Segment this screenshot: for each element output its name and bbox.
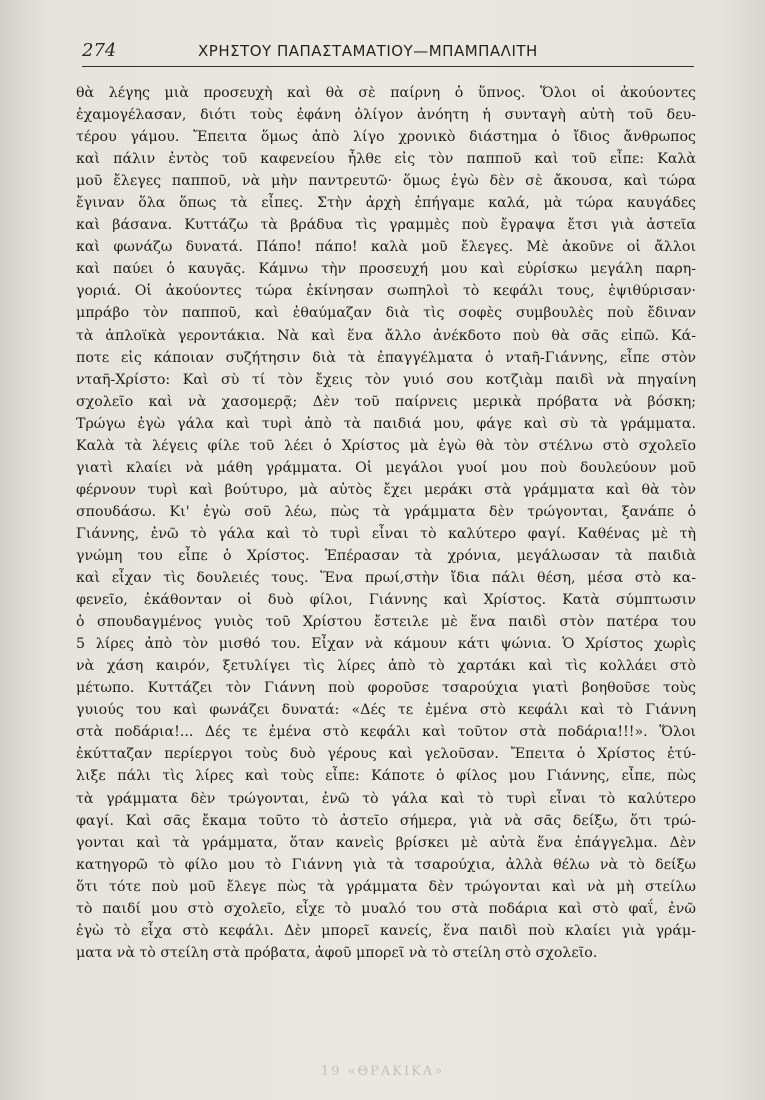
page-header bbox=[82, 36, 694, 66]
text-line: γονται καὶ τὰ γράμματα, ὅταν κανεὶς βρίσκει μὲ αὐτὰ ἕνα ἐπάγγελμα. Δὲν bbox=[76, 834, 696, 851]
text-line: μπράβο τὸν παπποῦ, καὶ ἐθαύμαζαν διὰ τὶς σοφὲς συμβουλὲς ποὺ ἔδιναν bbox=[76, 305, 696, 322]
text-line: σχολεῖο καὶ νὰ χασομερᾷ; Δὲν τοῦ παίρνεις μερικὰ πρόβατα νὰ βόσκη; bbox=[76, 393, 696, 410]
text-line: θὰ λέγης μιὰ προσευχὴ καὶ θὰ σὲ παίρνη ὁ ὕπνος. Ὅλοι οἱ ἀκούοντες bbox=[76, 85, 696, 101]
text-line: τὰ γράμματα δὲν τρώγονται, ἐνῶ τὸ γάλα καὶ τὸ τυρὶ εἶναι τὸ καλύτερο bbox=[76, 790, 696, 807]
text-line: μοῦ ἔλεγες παπποῦ, νὰ μὴν παντρευτῶ· ὅμως ἐγὼ δὲν σὲ ἄκουσα, καὶ τώρα bbox=[76, 173, 696, 190]
text-line: ἔγιναν ὅλα ὅπως τὰ εἶπες. Στὴν ἀρχὴ ἐπήγαμε καλά, μὰ τώρα καυγάδες bbox=[76, 195, 696, 212]
text-line: Γιάννης, ἐνῶ τὸ γάλα καὶ τὸ τυρὶ εἶναι τὸ καλύτερο φαγί. Καθένας μὲ τὴ bbox=[76, 525, 696, 542]
text-line: λιξε πάλι τὶς λίρες καὶ τοὺς εἶπε: Κάποτε ὁ φίλος μου Γιάννης, εἶπε, πὼς bbox=[76, 768, 696, 785]
body-paragraph bbox=[76, 82, 696, 964]
footer-stamp: 19 «ΘΡΑΚΙΚΑ» bbox=[320, 1064, 445, 1079]
text-line: ὅτι τότε ποὺ μοῦ ἔλεγε πὼς τὰ γράμματα δὲν τρώγονται καὶ νὰ μὴ στείλω bbox=[76, 878, 696, 895]
text-line: τὸ παιδί μου στὸ σχολεῖο, εἶχε τὸ μυαλό του στὰ ποδάρια καὶ στὸ φαΐ, ἐνῶ bbox=[76, 900, 696, 917]
text-line: σπουδάσω. Κι' ἐγὼ σοῦ λέω, πὼς τὰ γράμματα δὲν τρώγονται, ξανάπε ὁ bbox=[76, 503, 696, 520]
text-line: 5 λίρες ἀπὸ τὸν μισθό του. Εἶχαν νὰ κάμουν κάτι ψώνια. Ὁ Χρίστος χωρὶς bbox=[76, 636, 696, 653]
text-line: γιατὶ κλαίει νὰ μάθη γράμματα. Οἱ μεγάλοι γυοί μου ποὺ δουλεύουν μοῦ bbox=[76, 459, 696, 476]
text-line: Καλὰ τὰ λέγεις φίλε τοῦ λέει ὁ Χρίστος μὰ ἐγὼ θὰ τὸν στέλνω στὸ σχολεῖο bbox=[76, 437, 696, 454]
text-line: γνώμη του εἶπε ὁ Χρίστος. Ἐπέρασαν τὰ χρόνια, μεγάλωσαν τὰ παιδιὰ bbox=[76, 547, 696, 564]
text-line: φενεῖο, ἐκάθονταν οἱ δυὸ φίλοι, Γιάννης καὶ Χρίστος. Κατὰ σύμπτωσιν bbox=[76, 592, 696, 609]
header-rule bbox=[82, 66, 694, 67]
text-line: νὰ χάση καιρόν, ξετυλίγει τὶς λίρες ἀπὸ τὸ χαρτάκι καὶ τὶς κολλάει στὸ bbox=[76, 658, 696, 675]
text-line: ματα νὰ τὸ στείλη στὰ πρόβατα, ἀφοῦ μπορεῖ νὰ τὸ στείλη στὸ σχολεῖο. bbox=[76, 944, 598, 961]
text-line: κατηγορῶ τὸ φίλο μου τὸ Γιάννη γιὰ τὰ τσαρούχια, ἀλλὰ θέλω νὰ τὸ δείξω bbox=[76, 856, 696, 873]
text-line: μέτωπο. Κυττάζει τὸν Γιάννη ποὺ φοροῦσε τσαρούχια γιατὶ βοηθοῦσε τοὺς bbox=[76, 680, 696, 697]
text-line: τὰ ἁπλοϊκὰ γεροντάκια. Νὰ καὶ ἕνα ἄλλο ἀνέκδοτο ποὺ θὰ σᾶς εἰπῶ. Κά- bbox=[76, 327, 696, 344]
text-line: καὶ παύει ὁ καυγᾶς. Κάμνω τὴν προσευχή μου καὶ εὑρίσκω μεγάλη παρη- bbox=[76, 261, 696, 278]
text-line: φέρνουν τυρὶ καὶ βούτυρο, μὰ αὐτὸς ἔχει μεράκι στὰ γράμματα καὶ θὰ τὸν bbox=[76, 481, 696, 498]
running-head: ΧΡΗΣΤΟΥ ΠΑΠΑΣΤΑΜΑΤΙΟΥ—ΜΠΑΜΠΑΛΙΤΗ bbox=[198, 42, 538, 60]
text-line: γυιούς του καὶ φωνάζει δυνατά: «Δές τε ἐμένα στὸ κεφάλι καὶ τὸ Γιάννη bbox=[76, 702, 696, 719]
text-line: ἐχαμογέλασαν, διότι τοὺς ἐφάνη ὀλίγον ἀνόητη ἡ συνταγὴ αὐτὴ τοῦ δευ- bbox=[76, 107, 696, 124]
text-line: καὶ πάλιν ἐντὸς τοῦ καφενείου ἦλθε εἰς τὸν παπποῦ καὶ τοῦ εἶπε: Καλὰ bbox=[76, 151, 696, 168]
text-line: ἐκύτταζαν περίεργοι τοὺς δυὸ γέρους καὶ γελοῦσαν. Ἔπειτα ὁ Χρίστος ἐτύ- bbox=[76, 746, 696, 763]
text-line: καὶ εἶχαν τὶς δουλειές τους. Ἕνα πρωί,στὴν ἴδια πάλι θέση, μέσα στὸ κα- bbox=[76, 570, 696, 587]
text-line: φαγί. Καὶ σᾶς ἔκαμα τοῦτο τὸ ἀστεῖο σήμερα, γιὰ νὰ σᾶς δείξω, ὅτι τρώ- bbox=[76, 812, 696, 829]
text-line: Τρώγω ἐγὼ γάλα καὶ τυρὶ ἀπὸ τὰ παιδιά μου, φάγε καὶ σὺ τὰ γράμματα. bbox=[76, 415, 696, 432]
text-line: καὶ βάσανα. Κυττάζω τὰ βράδυα τὶς γραμμὲς ποὺ ἔγραψα ἔτσι γιὰ ἀστεῖα bbox=[76, 217, 696, 234]
text-line: νταῆ-Χρίστο: Καὶ σὺ τί τὸν ἔχεις τὸν γυιό σου κοτζιὰμ παιδὶ νὰ πηγαίνη bbox=[76, 371, 696, 388]
text-line: καὶ φωνάζω δυνατά. Πάπο! πάπο! καλὰ μοῦ ἔλεγες. Μὲ ἀκοῦνε οἱ ἄλλοι bbox=[76, 239, 696, 256]
text-line: ὁ σπουδαγμένος γυιὸς τοῦ Χρίστου ἔστειλε μὲ ἕνα παιδὶ στὸν πατέρα του bbox=[76, 614, 696, 631]
text-line: ποτε εἰς κάποιαν συζήτησιν διὰ τὰ ἐπαγγέλματα ὁ νταῆ-Γιάννης, εἶπε στὸν bbox=[76, 349, 696, 366]
page-number: 274 bbox=[82, 40, 117, 61]
text-line: στὰ ποδάρια!... Δές τε ἐμένα στὸ κεφάλι καὶ τοῦτον στὰ ποδάρια!!!». Ὅλοι bbox=[76, 724, 696, 741]
text-line: ἐγὼ τὸ εἶχα στὸ κεφάλι. Δὲν μπορεῖ κανείς, ἕνα παιδὶ ποὺ κλαίει γιὰ γράμ- bbox=[76, 922, 696, 939]
text-line: τέρου γάμου. Ἔπειτα ὅμως ἀπὸ λίγο χρονικὸ διάστημα ὁ ἴδιος ἄνθρωπος bbox=[76, 129, 696, 146]
text-line: γοριά. Οἱ ἀκούοντες τώρα ἐκίνησαν σωπηλοὶ τὸ κεφάλι τους, ἐψιθύρισαν· bbox=[76, 283, 696, 300]
